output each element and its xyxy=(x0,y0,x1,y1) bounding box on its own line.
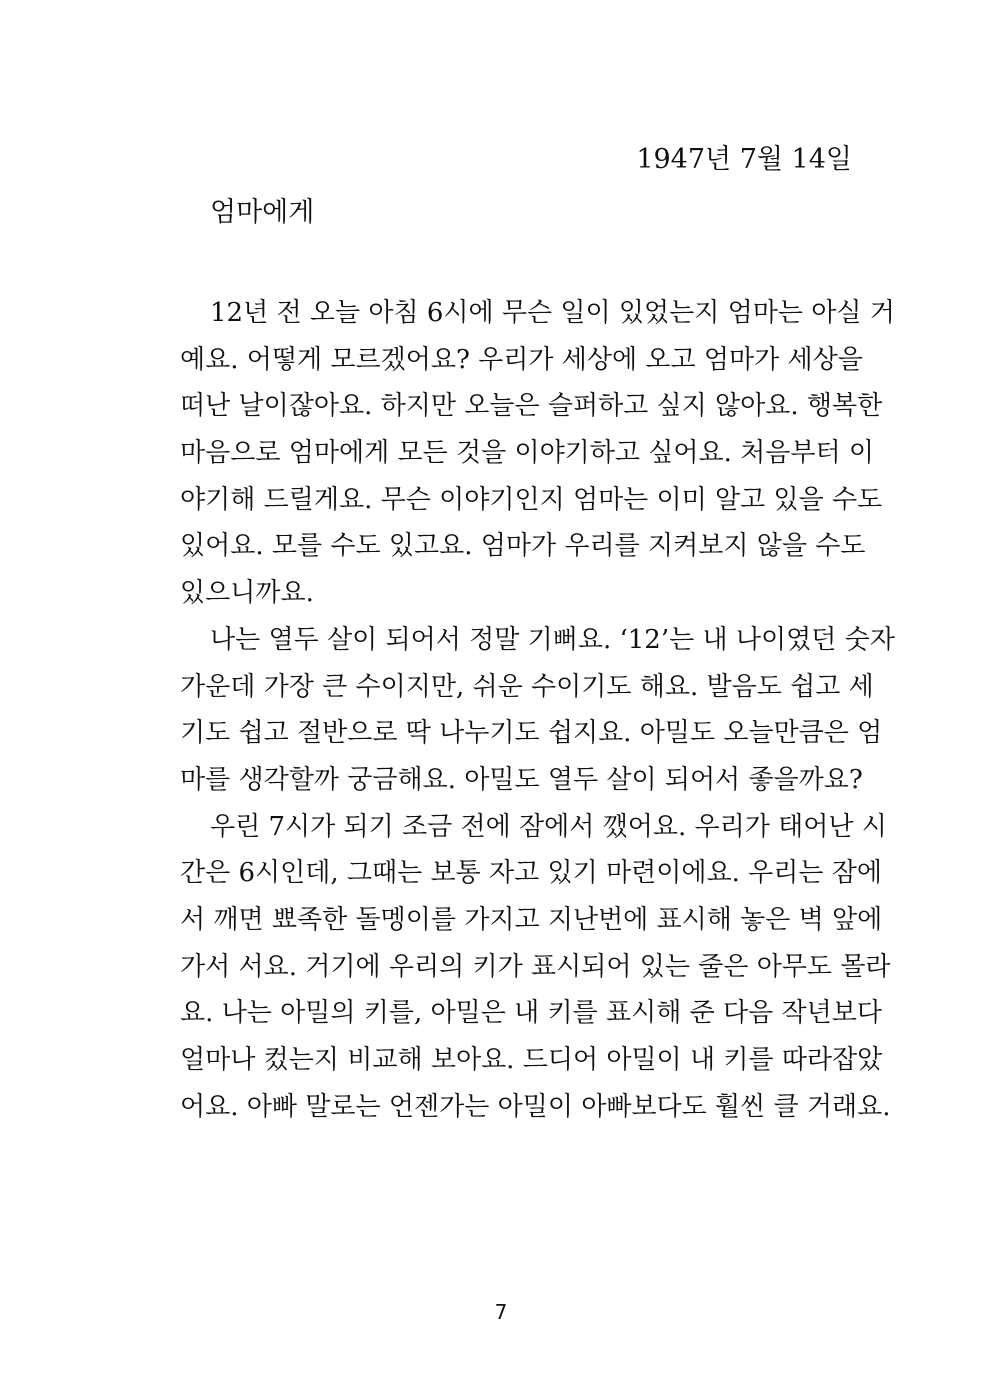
letter-body xyxy=(180,290,895,1130)
text-line: 12년 전 오늘 아침 6시에 무슨 일이 있었는지 엄마는 아실 거 xyxy=(210,298,895,328)
text-line: 나는 열두 살이 되어서 정말 기뻐요. ‘12’는 내 나이였던 숫자 xyxy=(210,624,895,655)
text-line: 요. 나는 아밀의 키를, 아밀은 내 키를 표시해 준 다음 작년보다 xyxy=(180,998,882,1029)
text-line: 서 깨면 뾰족한 돌멩이를 가지고 지난번에 표시해 놓은 벽 앞에 xyxy=(180,904,883,935)
page-number: 7 xyxy=(494,1300,508,1324)
text-line: 마를 생각할까 궁금해요. 아밀도 열두 살이 되어서 좋을까요? xyxy=(180,764,863,795)
text-line: 마음으로 엄마에게 모든 것을 이야기하고 싶어요. 처음부터 이 xyxy=(180,438,875,469)
text-line: 가서 서요. 거기에 우리의 키가 표시되어 있는 줄은 아무도 몰라 xyxy=(180,951,891,982)
text-line: 예요. 어떻게 모르겠어요? 우리가 세상에 오고 엄마가 세상을 xyxy=(180,344,863,375)
text-line: 어요. 아빠 말로는 언젠가는 아밀이 아빠보다도 훨씬 클 거래요. xyxy=(180,1091,891,1122)
letter-salutation: 엄마에게 xyxy=(210,197,315,228)
text-line: 떠난 날이잖아요. 하지만 오늘은 슬퍼하고 싶지 않아요. 행복한 xyxy=(180,391,883,422)
text-line: 있어요. 모를 수도 있고요. 엄마가 우리를 지켜보지 않을 수도 xyxy=(180,531,866,562)
text-line: 야기해 드릴게요. 무슨 이야기인지 엄마는 이미 알고 있을 수도 xyxy=(180,484,883,515)
text-line: 얼마나 컸는지 비교해 보아요. 드디어 아밀이 내 키를 따라잡았 xyxy=(180,1045,883,1075)
text-line: 기도 쉽고 절반으로 딱 나누기도 쉽지요. 아밀도 오늘만큼은 엄 xyxy=(180,718,883,749)
text-line: 있으니까요. xyxy=(180,578,314,609)
letter-date: 1947년 7월 14일 xyxy=(636,144,852,175)
text-line: 간은 6시인데, 그때는 보통 자고 있기 마련이에요. 우리는 잠에 xyxy=(180,858,882,889)
text-line: 우린 7시가 되기 조금 전에 잠에서 깼어요. 우리가 태어난 시 xyxy=(210,811,887,842)
text-line: 가운데 가장 큰 수이지만, 쉬운 수이기도 해요. 발음도 쉽고 세 xyxy=(180,671,874,702)
